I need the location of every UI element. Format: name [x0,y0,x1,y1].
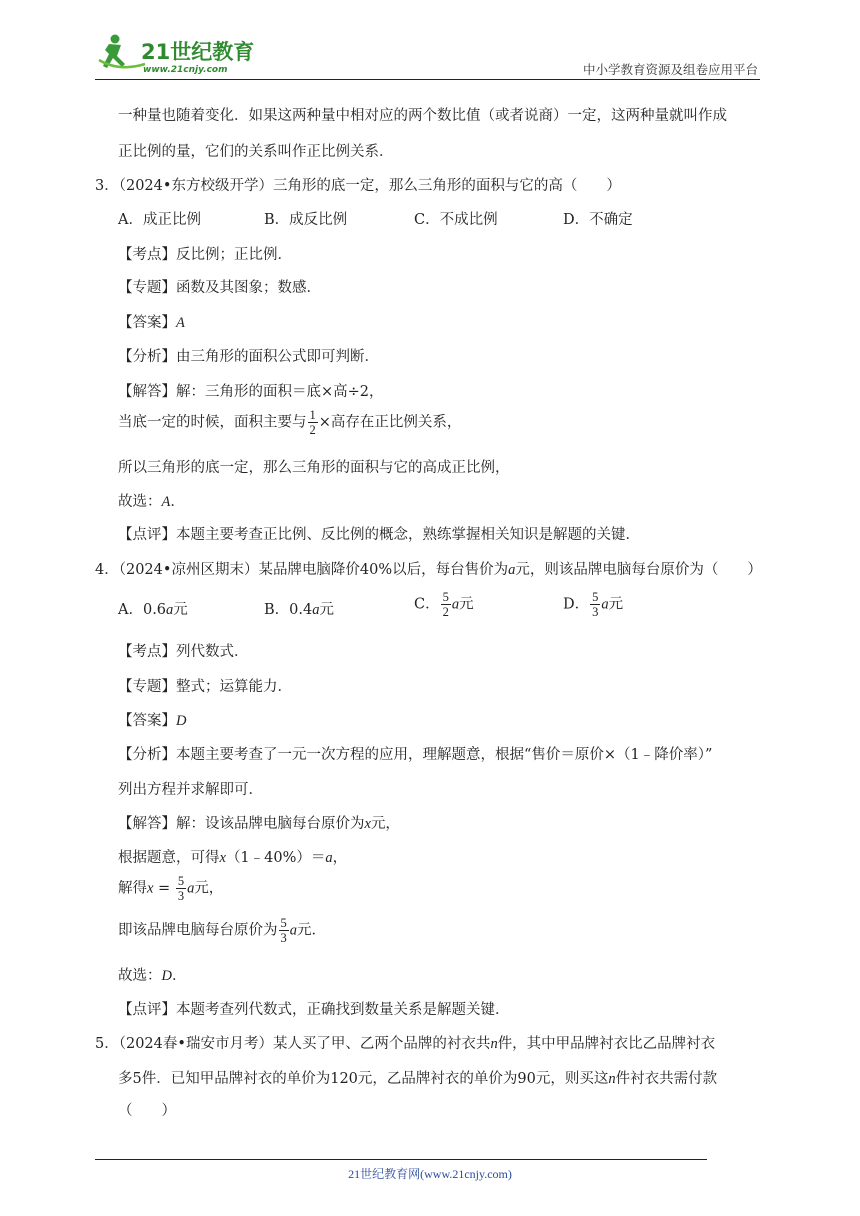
q4-number: 4． [95,562,119,578]
q4-option-b-var: a [312,602,320,618]
q3-choice [118,490,185,511]
q4-jieda [118,812,400,833]
q4-s1-post: ， [332,850,348,866]
q3-option-c: C．不成比例 [414,212,498,228]
q4-s1-x: x [219,850,226,866]
q4-option-a [118,598,188,619]
q4-option-a-var: a [166,602,174,618]
q3-answer-label: 【答案】 [118,315,176,331]
q4-s3-post: 元． [297,922,326,939]
q3-option-a: A．成正比例 [118,212,201,228]
q4-option-b-coef: B．0.4 [264,602,313,618]
q4-s3-a: a [289,922,297,939]
q4-option-b-unit: 元 [319,602,334,618]
q4-solution-line-1 [118,846,347,867]
q3-s1-post: ×高存在正比例关系， [318,414,462,431]
q3-option-b: B．成反比例 [264,212,348,228]
q3-jieda: 【解答】解：三角形的面积＝底×高÷2， [118,384,384,400]
intro-line-2: 正比例的量，它们的关系叫作正比例关系． [118,144,394,160]
q3-stem [95,174,621,195]
q3-frac-num: 1 [309,408,316,422]
q4-stem [95,558,762,579]
q3-choice-pre: 故选： [118,494,162,510]
logo-url: www.21cnjy.com [143,65,228,75]
q4-s2-num: 5 [177,874,185,888]
q5-l2-var: n [608,1071,616,1087]
q4-option-a-unit: 元 [173,602,188,618]
q4-option-b [264,598,334,619]
q4-s2-eq: = [153,880,175,897]
q4-answer-label: 【答案】 [118,713,176,729]
q4-solution-line-3 [118,916,326,945]
q4-s3-num: 5 [280,916,287,930]
q4-solution-line-2 [118,874,223,903]
q4-option-d-fraction [590,590,600,619]
q5-l2-pre: 多5件．已知甲品牌衬衣的单价为120元，乙品牌衬衣的单价为90元，则买这 [118,1071,609,1087]
q3-kaodian: 【考点】反比例；正比例． [118,247,292,263]
q4-s2-pre: 解得 [118,880,147,897]
q4-option-c-unit: 元 [459,596,474,613]
q3-solution-line-2: 所以三角形的底一定，那么三角形的面积与它的高成正比例， [118,460,510,476]
q3-option-d: D．不确定 [563,212,633,228]
q4-option-c-num: 5 [442,590,449,604]
q4-jieda-pre: 【解答】解：设该品牌电脑每台原价为 [118,816,365,832]
q3-fenxi: 【分析】由三角形的面积公式即可判断． [118,349,379,365]
q4-option-c [414,590,474,619]
q4-stem-var: a [508,562,516,578]
q4-option-d-unit: 元 [608,596,624,613]
q4-option-c-fraction [441,590,451,619]
q4-s1-pre: 根据题意，可得 [118,850,220,866]
q4-option-c-den: 2 [442,605,449,619]
q4-dianping: 【点评】本题考查列代数式，正确找到数量关系是解题关键． [118,1002,510,1018]
page-footer[interactable]: 21世纪教育网(www.21cnjy.com) [348,1167,512,1181]
q4-option-c-label: C． [414,596,440,613]
q4-kaodian: 【考点】列代数式． [118,644,249,660]
page-header [95,30,760,78]
q4-s3-fraction [279,916,289,945]
q4-s3-pre: 即该品牌电脑每台原价为 [118,922,278,939]
q4-option-a-coef: A．0.6 [118,602,167,618]
q4-s2-post: 元， [194,880,224,897]
q4-jieda-var: x [364,816,371,832]
q4-option-d-num: 5 [592,590,599,604]
q3-dianping: 【点评】本题主要考查正比例、反比例的概念，熟练掌握相关知识是解题的关键． [118,527,640,543]
q4-option-c-var: a [451,596,460,613]
header-divider [95,79,760,80]
q5-stem-line-1 [95,1032,715,1053]
q4-option-d-den: 3 [592,605,599,619]
q3-s1-pre: 当底一定的时候，面积主要与 [118,414,307,431]
q5-l1-post: 件，其中甲品牌衬衣比乙品牌衬衣 [497,1036,716,1052]
q4-stem-pre: （2024•凉州区期末）某品牌电脑降价40%以后，每台售价为 [118,562,509,578]
q4-zhuanti: 【专题】整式；运算能力． [118,679,292,695]
q4-jieda-post: 元， [370,816,400,832]
intro-line-1: 一种量也随着变化．如果这两种量中相对应的两个数比值（或者说商）一定，这两种量就叫作成 [118,108,727,124]
q4-choice [118,964,186,985]
q5-l1-pre: （2024春•瑞安市月考）某人买了甲、乙两个品牌的衬衣共 [118,1036,491,1052]
q5-stem-line-3: （ ） [118,1103,176,1119]
q3-answer [118,311,185,332]
q4-fenxi-line-1: 【分析】本题主要考查了一元一次方程的应用，理解题意，根据“售价＝原价×（1﹣降价率）” [118,747,713,763]
q4-answer [118,709,186,730]
footer-divider [95,1159,707,1160]
q5-number: 5． [95,1036,119,1052]
q4-answer-value: D [176,713,187,729]
q4-stem-post: 元，则该品牌电脑每台原价为（ ） [515,562,762,578]
platform-name: 中小学教育资源及组卷应用平台 [582,62,758,77]
q5-stem-line-2 [118,1067,717,1088]
q4-choice-answer: D [161,968,172,984]
q4-s1-a: a [325,850,333,866]
q3-stem-text: （2024•东方校级开学）三角形的底一定，那么三角形的面积与它的高（ ） [118,178,621,194]
q3-zhuanti: 【专题】函数及其图象；数感． [118,280,321,296]
q4-s3-den: 3 [280,931,287,945]
q3-frac-den: 2 [309,423,316,437]
q3-choice-post: ． [170,494,185,510]
q4-s2-a: a [187,880,195,897]
q3-solution-line-1 [118,408,461,437]
runner-icon [99,35,145,69]
q4-s2-den: 3 [177,889,185,903]
q3-fraction-half [308,408,318,437]
q4-choice-post: ． [171,968,187,984]
q3-choice-answer: A [161,494,171,510]
site-logo [95,30,265,78]
q4-s1-mid: （1﹣40%）＝ [225,850,326,866]
q4-option-d [563,590,623,619]
q4-option-d-label: D． [563,596,590,613]
q3-answer-value: A [176,315,185,331]
q4-choice-pre: 故选： [118,968,162,984]
q4-s2-x: x [147,880,154,897]
q3-number: 3． [95,178,119,194]
q4-option-d-var: a [601,596,609,613]
q5-l1-var: n [490,1036,498,1052]
q4-fenxi-line-2: 列出方程并求解即可． [118,782,263,798]
q4-s2-fraction [176,874,186,903]
q5-l2-post: 件衬衣共需付款 [615,1071,718,1087]
logo-text: 21世纪教育 [141,40,255,64]
